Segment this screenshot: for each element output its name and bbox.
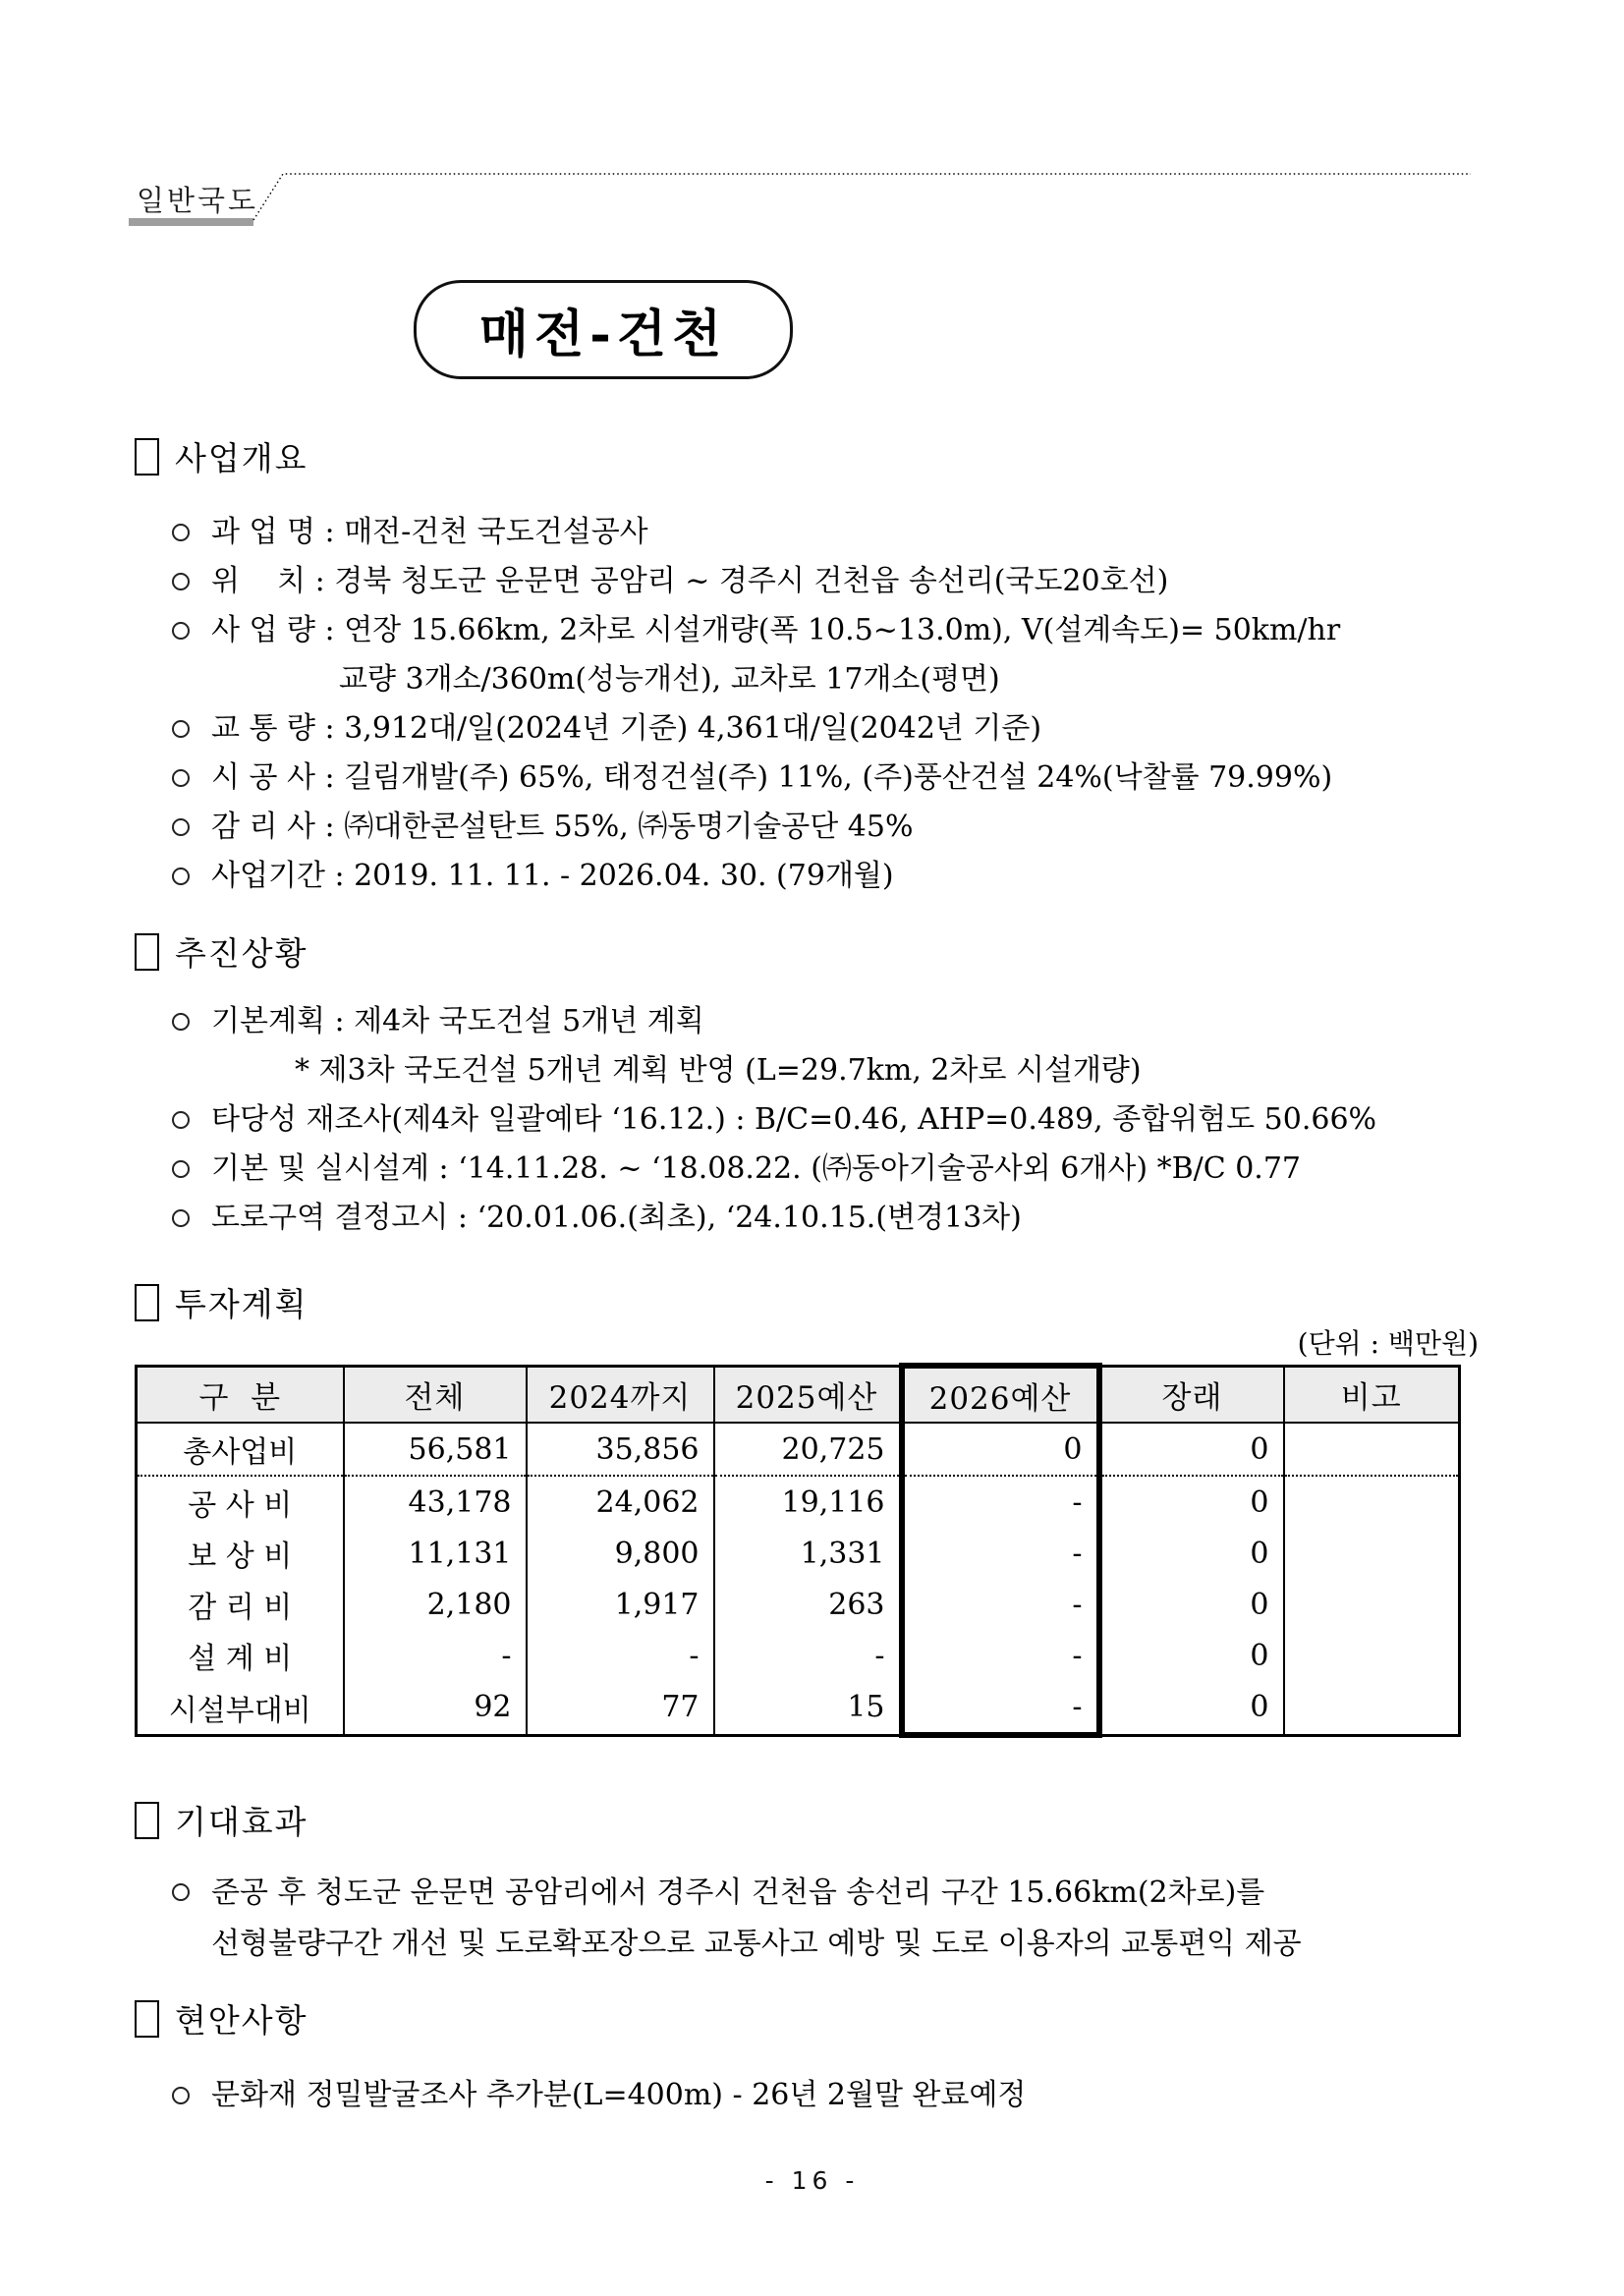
- document-body: [0, 433, 1624, 2120]
- list-item: [135, 1095, 1479, 1145]
- overview-item-list: [135, 508, 1479, 901]
- table-row: [137, 1476, 1460, 1528]
- list-item-text: 감 리 사 : ㈜대한콘설탄트 55%, ㈜동명기술공단 45%: [211, 810, 914, 844]
- list-item: [135, 803, 1479, 852]
- value-cell: -: [527, 1630, 714, 1681]
- section-title: 기대효과: [175, 1803, 308, 1841]
- list-item-text: 사업기간 : 2019. 11. 11. - 2026.04. 30. (79개월): [211, 859, 894, 893]
- list-item: [135, 997, 1479, 1046]
- list-item: [135, 1046, 1479, 1095]
- circle-bullet-icon: [172, 1883, 190, 1901]
- section-heading-effect: [135, 1797, 1479, 1843]
- column-header: 2025예산: [714, 1366, 902, 1423]
- column-header: 구 분: [137, 1366, 344, 1423]
- list-item: [135, 1194, 1479, 1243]
- list-item: [135, 557, 1479, 606]
- square-bullet-icon: [135, 1802, 159, 1839]
- circle-bullet-icon: [172, 1013, 190, 1031]
- document-header: [0, 0, 1624, 228]
- value-cell: [1284, 1476, 1460, 1528]
- value-cell: -: [902, 1630, 1099, 1681]
- circle-bullet-icon: [172, 622, 190, 640]
- circle-bullet-icon: [172, 2087, 190, 2104]
- list-item: [135, 754, 1479, 803]
- project-title-box: [414, 280, 793, 379]
- list-item-text: 과 업 명 : 매전-건천 국도건설공사: [211, 515, 648, 549]
- value-cell: 92: [344, 1681, 527, 1735]
- value-cell: 0: [1099, 1423, 1284, 1476]
- list-item-text: 기본 및 실시설계 : ‘14.11.28. ~ ‘18.08.22. (㈜동아기술공사외 6개사) *B/C 0.77: [211, 1151, 1302, 1186]
- circle-bullet-icon: [172, 720, 190, 738]
- list-item-text: 선형불량구간 개선 및 도로확포장으로 교통사고 예방 및 도로 이용자의 교통편익 제공: [211, 1927, 1302, 1961]
- section-heading-issues: [135, 1995, 1479, 2042]
- value-cell: -: [902, 1476, 1099, 1528]
- list-item-text: 위 치 : 경북 청도군 운문면 공암리 ~ 경주시 건천읍 송선리(국도20호선): [211, 564, 1169, 598]
- effect-item-list: [135, 1868, 1479, 1970]
- section-heading-progress: [135, 928, 1479, 975]
- value-cell: -: [902, 1681, 1099, 1735]
- column-header: 2026예산: [902, 1366, 1099, 1423]
- table-row: [137, 1423, 1460, 1476]
- square-bullet-icon: [135, 1284, 159, 1321]
- investment-plan-table: [135, 1363, 1461, 1738]
- square-bullet-icon: [135, 438, 159, 476]
- column-header: 전체: [344, 1366, 527, 1423]
- column-header: 장래: [1099, 1366, 1284, 1423]
- row-label-cell: 감 리 비: [137, 1579, 344, 1630]
- circle-bullet-icon: [172, 573, 190, 590]
- row-label-cell: 공 사 비: [137, 1476, 344, 1528]
- square-bullet-icon: [135, 933, 159, 971]
- list-item-text: 교량 3개소/360m(성능개선), 교차로 17개소(평면): [339, 662, 1000, 697]
- value-cell: 19,116: [714, 1476, 902, 1528]
- row-label-cell: 보 상 비: [137, 1528, 344, 1579]
- table-header-row: [137, 1366, 1460, 1423]
- value-cell: 35,856: [527, 1423, 714, 1476]
- value-cell: 2,180: [344, 1579, 527, 1630]
- value-cell: 0: [1099, 1681, 1284, 1735]
- list-item: [135, 655, 1479, 704]
- table-body: [137, 1423, 1460, 1735]
- row-label-cell: 총사업비: [137, 1423, 344, 1476]
- row-label-cell: 설 계 비: [137, 1630, 344, 1681]
- list-item-text: 도로구역 결정고시 : ‘20.01.06.(최초), ‘24.10.15.(변경13차): [211, 1201, 1022, 1235]
- value-cell: [1284, 1528, 1460, 1579]
- value-cell: -: [902, 1579, 1099, 1630]
- section-heading-overview: [135, 433, 1479, 479]
- value-cell: 56,581: [344, 1423, 527, 1476]
- circle-bullet-icon: [172, 1160, 190, 1178]
- value-cell: [1284, 1681, 1460, 1735]
- progress-item-list: [135, 997, 1479, 1243]
- page-number: - 16 -: [764, 2166, 860, 2195]
- list-item-text: 기본계획 : 제4차 국도건설 5개년 계획: [211, 1004, 704, 1038]
- value-cell: 11,131: [344, 1528, 527, 1579]
- value-cell: 24,062: [527, 1476, 714, 1528]
- circle-bullet-icon: [172, 524, 190, 541]
- project-title: 매전-건천: [478, 305, 728, 364]
- value-cell: 15: [714, 1681, 902, 1735]
- list-item-text: 문화재 정밀발굴조사 추가분(L=400m) - 26년 2월말 완료예정: [211, 2078, 1027, 2112]
- list-item: [135, 852, 1479, 901]
- section-title: 추진상황: [175, 934, 308, 973]
- section-title: 현안사항: [175, 2001, 308, 2040]
- value-cell: 20,725: [714, 1423, 902, 1476]
- list-item-text: 준공 후 청도군 운문면 공암리에서 경주시 건천읍 송선리 구간 15.66km(2차로)를: [211, 1876, 1265, 1910]
- list-item: [135, 1919, 1479, 1970]
- table-header: [137, 1366, 1460, 1423]
- list-item: [135, 508, 1479, 557]
- section-title: 사업개요: [175, 439, 308, 477]
- list-item-text: * 제3차 국도건설 5개년 계획 반영 (L=29.7km, 2차로 시설개량): [295, 1053, 1142, 1088]
- circle-bullet-icon: [172, 1209, 190, 1227]
- table-unit-label: (단위 : 백만원): [1297, 1327, 1479, 1360]
- circle-bullet-icon: [172, 1111, 190, 1129]
- value-cell: 1,917: [527, 1579, 714, 1630]
- list-item-text: 교 통 량 : 3,912대/일(2024년 기준) 4,361대/일(2042년 기준): [211, 711, 1042, 746]
- table-row: [137, 1681, 1460, 1735]
- value-cell: 0: [902, 1423, 1099, 1476]
- issues-item-list: [135, 2071, 1479, 2120]
- circle-bullet-icon: [172, 868, 190, 885]
- circle-bullet-icon: [172, 818, 190, 836]
- value-cell: -: [344, 1630, 527, 1681]
- value-cell: 1,331: [714, 1528, 902, 1579]
- value-cell: -: [902, 1528, 1099, 1579]
- section-title: 투자계획: [175, 1285, 308, 1323]
- list-item: [135, 704, 1479, 754]
- value-cell: 0: [1099, 1630, 1284, 1681]
- list-item-text: 시 공 사 : 길림개발(주) 65%, 태정건설(주) 11%, (주)풍산건설 24%(낙찰률 79.99%): [211, 760, 1333, 795]
- list-item: [135, 2071, 1479, 2120]
- table-row: [137, 1630, 1460, 1681]
- value-cell: [1284, 1423, 1460, 1476]
- value-cell: 0: [1099, 1528, 1284, 1579]
- value-cell: 77: [527, 1681, 714, 1735]
- column-header: 비고: [1284, 1366, 1460, 1423]
- section-heading-investment: [135, 1279, 1479, 1325]
- list-item-text: 사 업 량 : 연장 15.66km, 2차로 시설개량(폭 10.5~13.0m), V(설계속도)= 50km/hr: [211, 613, 1341, 647]
- list-item: [135, 1145, 1479, 1194]
- category-label: 일반국도: [137, 184, 259, 217]
- row-label-cell: 시설부대비: [137, 1681, 344, 1735]
- value-cell: [1284, 1579, 1460, 1630]
- dotted-rule: [253, 174, 1471, 220]
- value-cell: -: [714, 1630, 902, 1681]
- column-header: 2024까지: [527, 1366, 714, 1423]
- square-bullet-icon: [135, 2000, 159, 2038]
- list-item: [135, 606, 1479, 655]
- value-cell: 43,178: [344, 1476, 527, 1528]
- table-row: [137, 1579, 1460, 1630]
- list-item: [135, 1868, 1479, 1919]
- value-cell: [1284, 1630, 1460, 1681]
- value-cell: 9,800: [527, 1528, 714, 1579]
- circle-bullet-icon: [172, 769, 190, 787]
- list-item-text: 타당성 재조사(제4차 일괄예타 ‘16.12.) : B/C=0.46, AHP=0.489, 종합위험도 50.66%: [211, 1102, 1377, 1137]
- value-cell: 263: [714, 1579, 902, 1630]
- table-row: [137, 1528, 1460, 1579]
- value-cell: 0: [1099, 1476, 1284, 1528]
- value-cell: 0: [1099, 1579, 1284, 1630]
